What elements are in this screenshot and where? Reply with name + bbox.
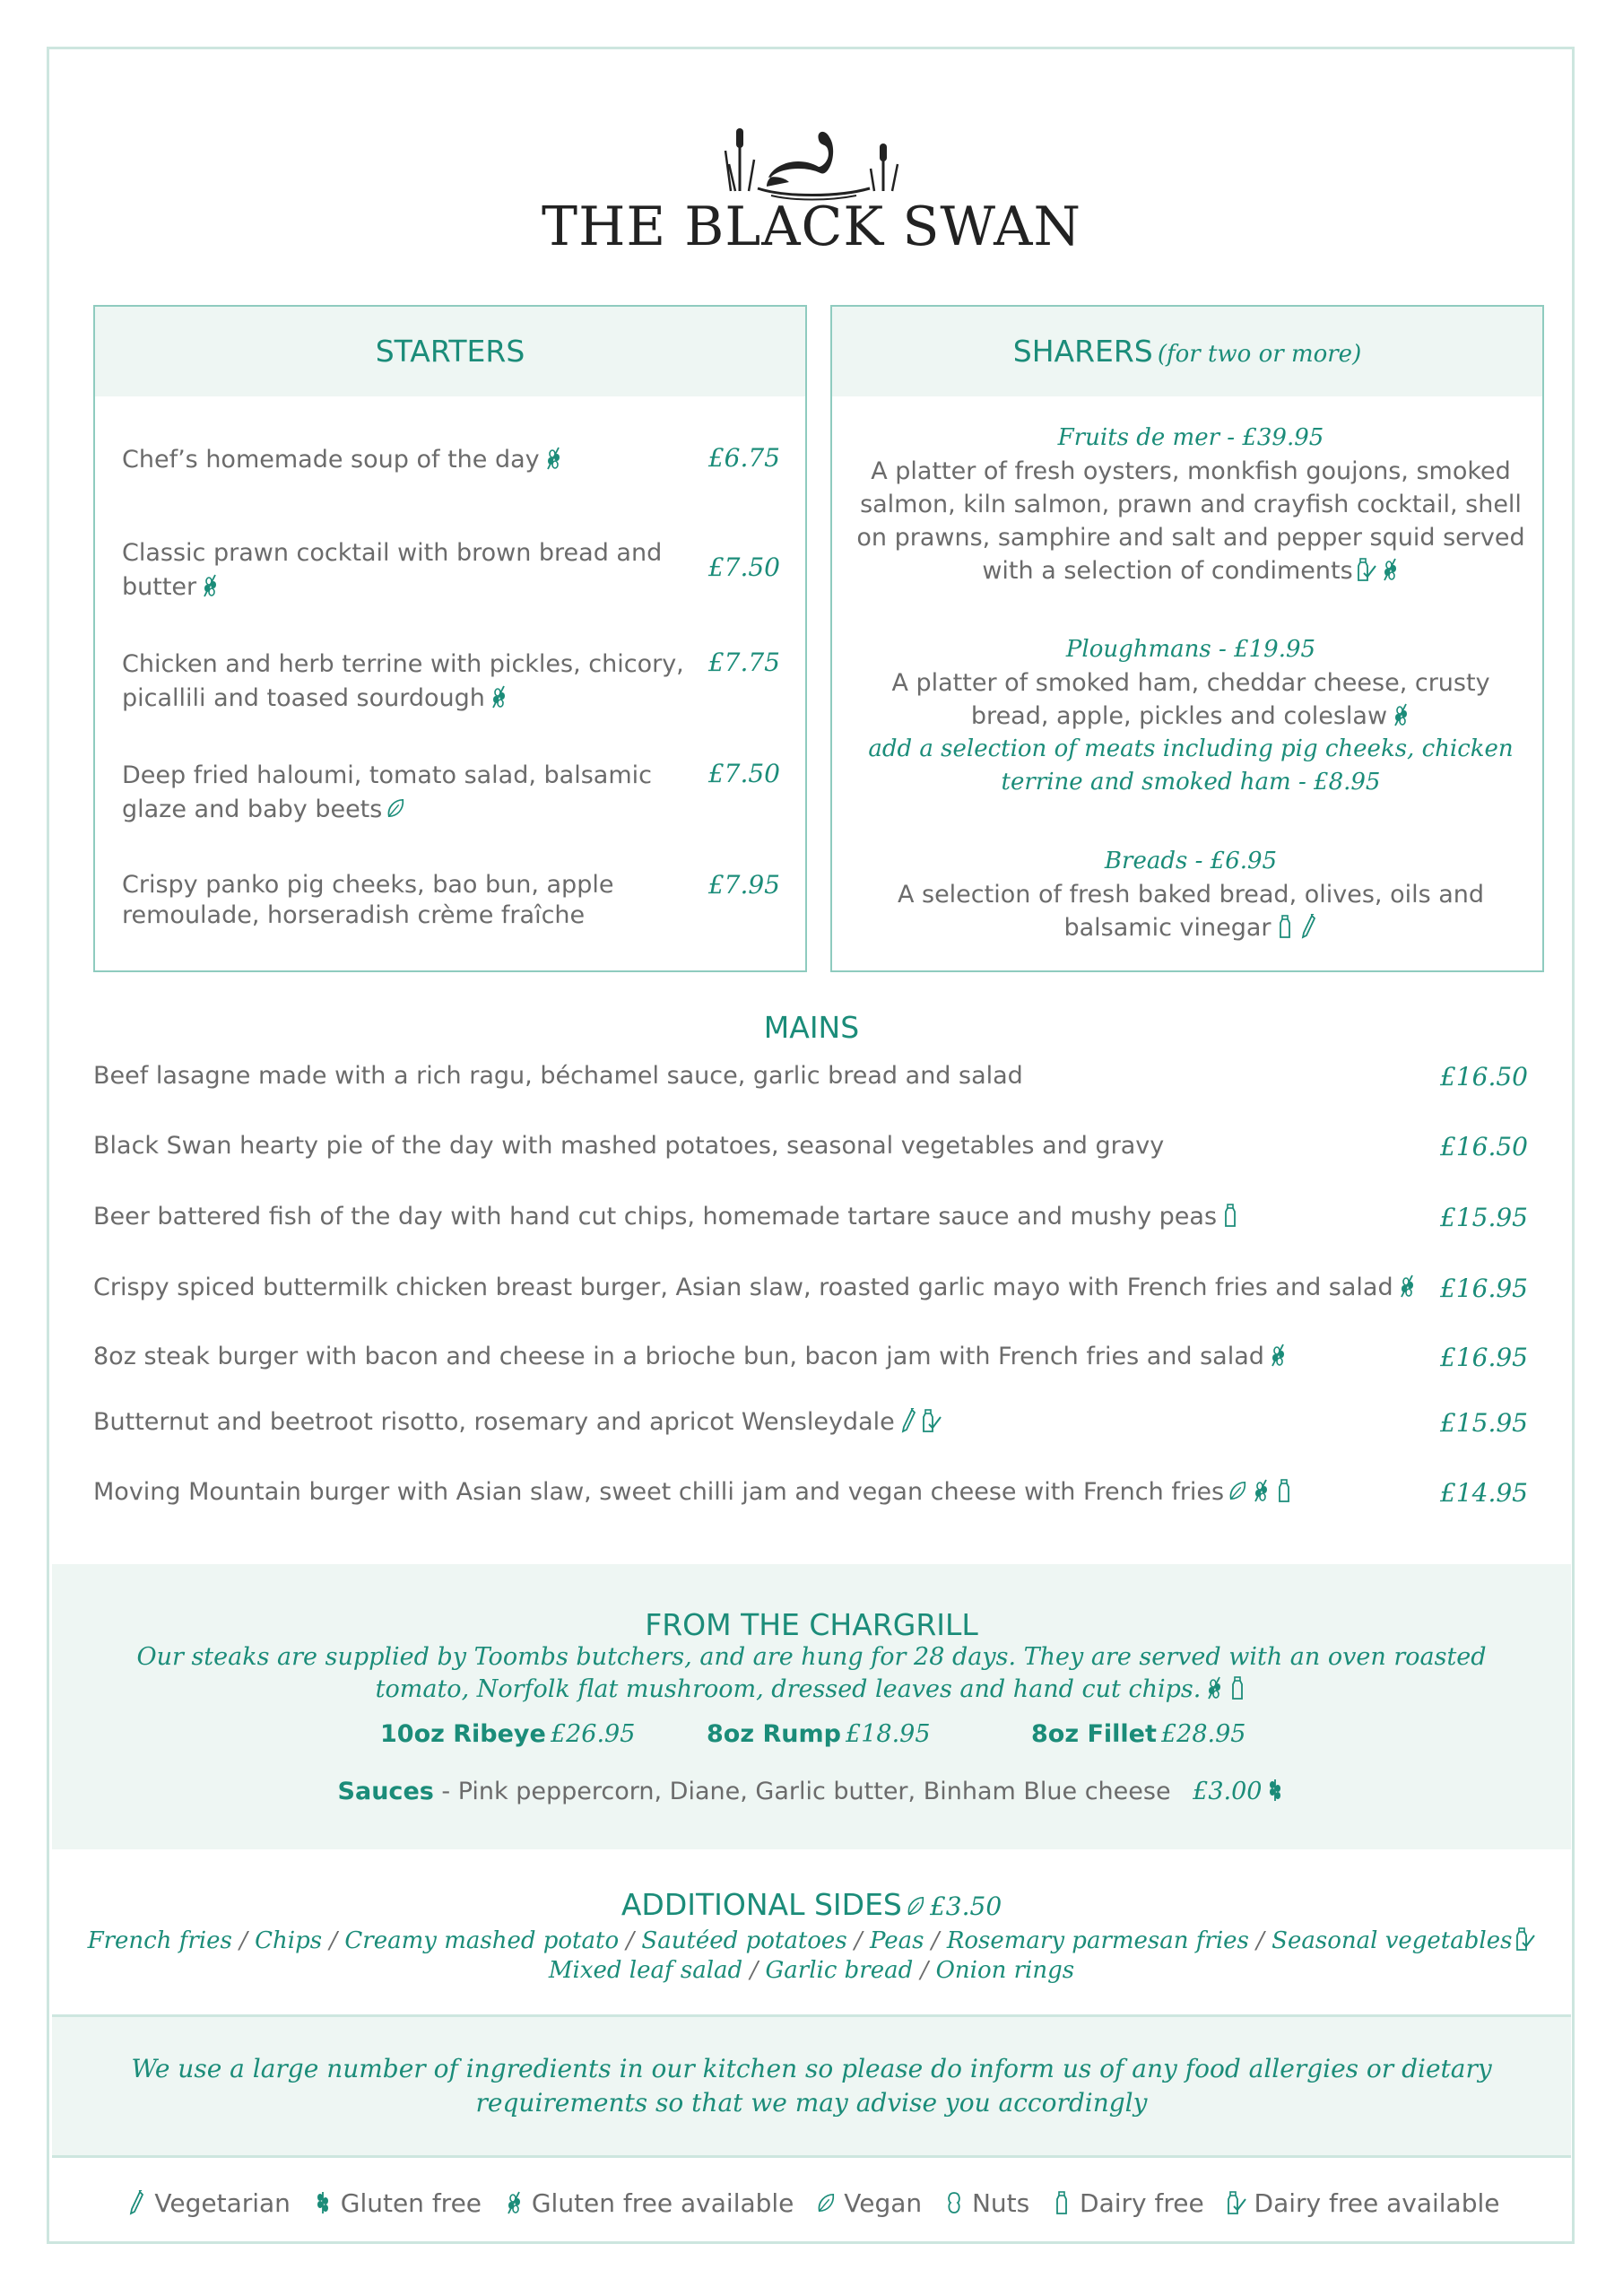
sharer-title: Ploughmans - £19.95 bbox=[1065, 636, 1316, 663]
starter-item: Chicken and herb terrine with pickles, chicory, picallili and toased sourdough bbox=[122, 650, 684, 712]
dairy-free-available-icon bbox=[922, 1408, 942, 1433]
sharer-item bbox=[850, 633, 1532, 799]
gluten-free-available-icon bbox=[1380, 557, 1400, 582]
side-item: Garlic bread bbox=[765, 1957, 914, 1984]
starter-item: Chef’s homemade soup of the day bbox=[122, 443, 696, 477]
dairy-free-icon bbox=[1274, 1478, 1294, 1503]
sides-price: £3.50 bbox=[929, 1892, 1002, 1921]
main-desc: Black Swan hearty pie of the day with mashed potatoes, seasonal vegetables and gravy bbox=[93, 1132, 1165, 1160]
chargrill-heading: FROM THE CHARGRILL bbox=[645, 1607, 978, 1642]
main-price: £16.95 bbox=[1440, 1343, 1528, 1372]
starters-header bbox=[95, 307, 805, 396]
vegan-icon bbox=[386, 796, 405, 821]
vegetarian-icon bbox=[1298, 914, 1318, 939]
brand-name: THE BLACK SWAN bbox=[542, 196, 1081, 258]
main-price: £16.50 bbox=[1440, 1132, 1528, 1161]
main-item bbox=[93, 1062, 1528, 1098]
vegan-icon bbox=[1228, 1478, 1247, 1503]
sharer-item bbox=[850, 422, 1532, 587]
side-item: Onion rings bbox=[935, 1957, 1075, 1984]
main-price: £14.95 bbox=[1440, 1478, 1528, 1508]
gluten-free-available-icon bbox=[1268, 1343, 1288, 1368]
gluten-free-available-icon bbox=[504, 2190, 524, 2215]
gluten-free-icon bbox=[313, 2190, 333, 2215]
side-item: Creamy mashed potato bbox=[344, 1927, 620, 1954]
legend-gluten-free: Gluten free bbox=[309, 2188, 482, 2218]
starter-price: £7.50 bbox=[707, 759, 780, 788]
sharers-header bbox=[832, 307, 1542, 396]
sharers-subheading: (for two or more) bbox=[1157, 341, 1362, 368]
steak-ribeye: 10oz Ribeye £26.95 bbox=[380, 1720, 636, 1748]
sides-line1: French fries / Chips / Creamy mashed potato / Sautéed potatoes / Peas / Rosemary parmesan fries / Seasonal vegetables bbox=[0, 1926, 1623, 1954]
main-desc: Crispy spiced buttermilk chicken breast burger, Asian slaw, roasted garlic mayo with French fries and salad bbox=[93, 1274, 1417, 1301]
gluten-free-available-icon bbox=[200, 573, 220, 598]
main-desc: Beer battered fish of the day with hand cut chips, homemade tartare sauce and mushy peas bbox=[93, 1203, 1240, 1231]
main-desc: Beef lasagne made with a rich ragu, béchamel sauce, garlic bread and salad bbox=[93, 1062, 1023, 1090]
vegetarian-icon bbox=[898, 1408, 918, 1433]
main-price: £16.50 bbox=[1440, 1062, 1528, 1091]
main-item bbox=[93, 1343, 1528, 1378]
vegetarian-icon bbox=[126, 2190, 146, 2215]
starter-price: £7.50 bbox=[707, 552, 780, 582]
main-item bbox=[93, 1274, 1528, 1309]
main-item bbox=[93, 1408, 1528, 1444]
sauces-label: Sauces bbox=[337, 1778, 434, 1805]
sharer-desc: A platter of fresh oysters, monkfish goujons, smoked salmon, kiln salmon, prawn and crayfish cocktail, shell on prawns, samphire and salt and pepper squid served with a selection of condiments bbox=[856, 457, 1525, 585]
steak-rump: 8oz Rump £18.95 bbox=[707, 1720, 931, 1748]
gluten-free-available-icon bbox=[1204, 1675, 1224, 1700]
sharer-desc: A selection of fresh baked bread, olives, oils and balsamic vinegar bbox=[897, 881, 1485, 942]
main-item bbox=[93, 1132, 1528, 1168]
side-item: Mixed leaf salad bbox=[548, 1957, 743, 1984]
starter-item: Crispy panko pig cheeks, bao bun, apple remoulade, horseradish crème fraîche bbox=[122, 871, 614, 929]
sharer-title: Fruits de mer - £39.95 bbox=[1057, 424, 1324, 451]
legend-vegetarian: Vegetarian bbox=[123, 2188, 290, 2218]
legend-vegan: Vegan bbox=[812, 2188, 922, 2218]
side-item: Sautéed potatoes bbox=[641, 1927, 847, 1954]
chargrill-intro-line1: Our steaks are supplied by Toombs butchers, and are hung for 28 days. They are served with an oven roasted bbox=[136, 1643, 1487, 1671]
side-item: Rosemary parmesan fries bbox=[946, 1927, 1249, 1954]
gluten-free-available-icon bbox=[489, 684, 508, 709]
starters-section bbox=[93, 305, 807, 972]
starter-price: £6.75 bbox=[707, 443, 780, 473]
legend-nuts: Nuts bbox=[941, 2188, 1029, 2218]
dairy-free-icon bbox=[1220, 1203, 1240, 1228]
main-price: £15.95 bbox=[1440, 1203, 1528, 1232]
gluten-free-available-icon bbox=[543, 446, 563, 471]
main-price: £15.95 bbox=[1440, 1408, 1528, 1438]
sides-heading: ADDITIONAL SIDES bbox=[621, 1887, 902, 1922]
chargrill-intro-line2: tomato, Norfolk flat mushroom, dressed leaves and hand cut chips. bbox=[0, 1675, 1623, 1703]
sauces-price: £3.00 bbox=[1193, 1778, 1263, 1805]
sharer-title: Breads - £6.95 bbox=[1104, 848, 1278, 874]
starter-item: Classic prawn cocktail with brown bread and butter bbox=[122, 539, 663, 601]
sauces-list: - Pink peppercorn, Diane, Garlic butter, Binham Blue cheese bbox=[433, 1778, 1171, 1805]
legend-dairy-free-available: Dairy free available bbox=[1223, 2188, 1500, 2218]
side-item: French fries bbox=[87, 1927, 232, 1954]
sharers-section bbox=[830, 305, 1544, 972]
legend-dairy-free: Dairy free bbox=[1048, 2188, 1204, 2218]
dairy-free-available-icon bbox=[1227, 2190, 1246, 2215]
starters-heading: STARTERS bbox=[375, 334, 525, 369]
allergy-line1: We use a large number of ingredients in our kitchen so please do inform us of any food allergies or dietary bbox=[131, 2054, 1492, 2083]
vegan-icon bbox=[816, 2190, 836, 2215]
sharer-item bbox=[850, 845, 1532, 944]
dairy-free-icon bbox=[1052, 2190, 1072, 2215]
gluten-free-available-icon bbox=[1397, 1274, 1417, 1299]
allergy-section bbox=[52, 2017, 1571, 2155]
steak-fillet: 8oz Fillet £28.95 bbox=[1031, 1720, 1246, 1748]
legend-gluten-free-available: Gluten free available bbox=[500, 2188, 794, 2218]
gluten-free-available-icon bbox=[1251, 1478, 1271, 1503]
main-desc: Butternut and beetroot risotto, rosemary and apricot Wensleydale bbox=[93, 1408, 942, 1436]
side-item: Seasonal vegetables bbox=[1271, 1927, 1513, 1954]
sharer-desc: A platter of smoked ham, cheddar cheese, crusty bread, apple, pickles and coleslaw bbox=[891, 669, 1490, 730]
main-price: £16.95 bbox=[1440, 1274, 1528, 1303]
side-item: Chips bbox=[255, 1927, 323, 1954]
starter-item: Deep fried haloumi, tomato salad, balsamic glaze and baby beets bbox=[122, 761, 652, 823]
sharer-addon: add a selection of meats including pig cheeks, chicken terrine and smoked ham - £8.95 bbox=[868, 735, 1514, 796]
sharers-heading: SHARERS bbox=[1012, 334, 1153, 369]
nuts-icon bbox=[944, 2190, 964, 2215]
gluten-free-available-icon bbox=[1391, 702, 1410, 727]
side-item: Peas bbox=[869, 1927, 924, 1954]
dietary-legend bbox=[0, 2188, 1623, 2218]
dairy-free-icon bbox=[1228, 1675, 1247, 1700]
starter-price: £7.95 bbox=[707, 870, 780, 900]
allergy-line2: requirements so that we may advise you accordingly bbox=[475, 2088, 1148, 2118]
dairy-free-available-icon bbox=[1515, 1926, 1535, 1952]
main-item bbox=[93, 1203, 1528, 1239]
gluten-free-icon bbox=[1265, 1778, 1285, 1803]
starter-price: £7.75 bbox=[707, 648, 780, 677]
sides-line2: Mixed leaf salad / Garlic bread / Onion rings bbox=[548, 1957, 1075, 1984]
main-item bbox=[93, 1478, 1528, 1514]
dairy-free-available-icon bbox=[1357, 557, 1376, 582]
dairy-free-icon bbox=[1275, 914, 1295, 939]
main-desc: 8oz steak burger with bacon and cheese in a brioche bun, bacon jam with French fries and salad bbox=[93, 1343, 1288, 1370]
mains-heading: MAINS bbox=[763, 1010, 860, 1045]
allergy-divider-bottom bbox=[52, 2155, 1571, 2158]
sauces-line bbox=[0, 1778, 1623, 1805]
vegan-icon bbox=[906, 1893, 925, 1918]
main-desc: Moving Mountain burger with Asian slaw, sweet chilli jam and vegan cheese with French fries bbox=[93, 1478, 1294, 1506]
sides-heading-line bbox=[0, 1887, 1623, 1922]
